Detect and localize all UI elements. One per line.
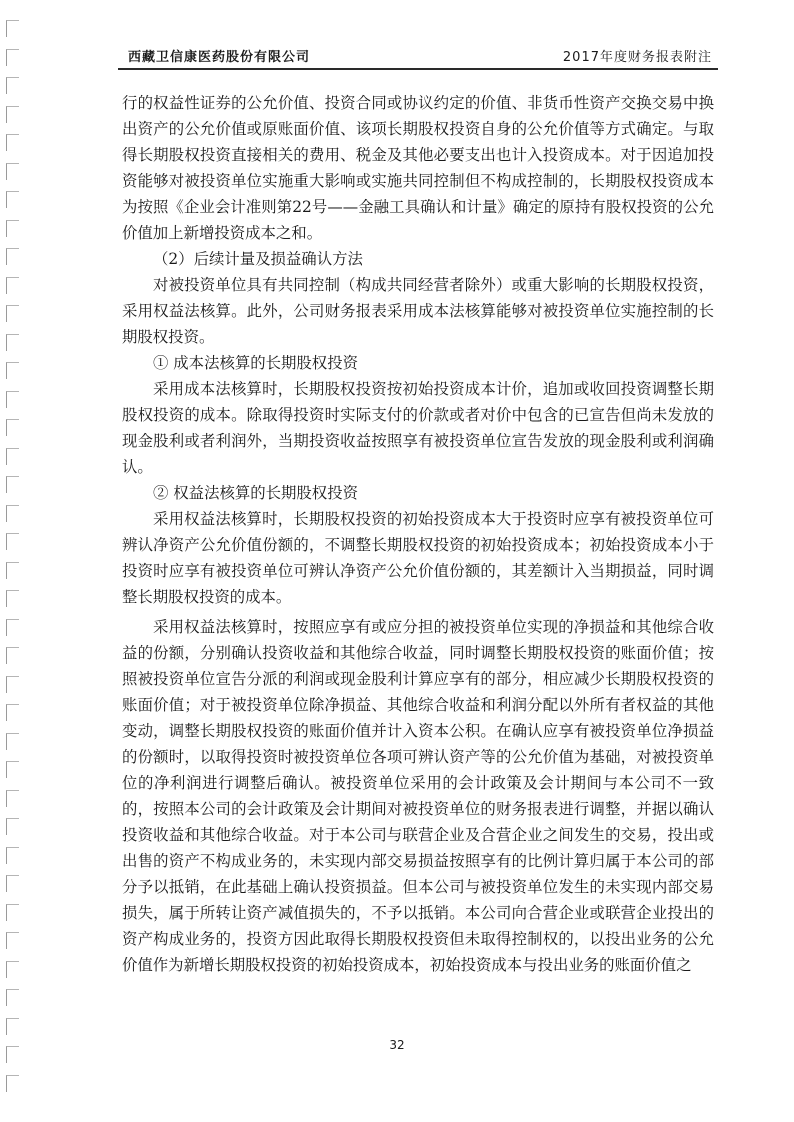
binding-mark: [6, 761, 19, 778]
binding-mark: [6, 790, 19, 807]
binding-mark: [6, 191, 19, 208]
paragraph: 采用权益法核算时，按照应享有或应分担的被投资单位实现的净损益和其他综合收益的份额，分别确认投资收益和其他综合收益，同时调整长期股权投资的账面价值；按照被投资单位宣告分派的利润或现金股利计算应享有的部分，相应减少长期股权投资的账面价值；对于被投资单位除净损益、其他综合收益和利润分配以外所有者权益的其他变动，调整长期股权投资的账面价值并计入资本公积。在确认应享有被投资单位净损益的份额时，以取得投资时被投资单位各项可辨认资产等的公允价值为基础，对被投资单位的净利润进行调整后确认。被投资单位采用的会计政策及会计期间与本公司不一致的，按照本公司的会计政策及会计期间对被投资单位的财务报表进行调整，并据以确认投资收益和其他综合收益。对于本公司与联营企业及合营企业之间发生的交易，投出或出售的资产不构成业务的，未实现内部交易损益按照享有的比例计算归属于本公司的部分予以抵销，在此基础上确认投资损益。但本公司与被投资单位发生的未实现内部交易损失，属于所转让资产减值损失的，不予以抵销。本公司向合营企业或联营企业投出的资产构成业务的，投资方因此取得长期股权投资但未取得控制权的，以投出业务的公允价值作为新增长期股权投资的初始投资成本，初始投资成本与投出业务的账面价值之: [122, 618, 714, 974]
binding-mark: [6, 20, 19, 37]
binding-mark: [6, 505, 19, 522]
paragraph: 采用成本法核算时，长期股权投资按初始投资成本计价，追加或收回投资调整长期股权投资的成本。除取得投资时实际支付的价款或者对价中包含的已宣告但尚未发放的现金股利或者利润外，当期投资收益按照享有被投资单位宣告发放的现金股利或利润确认。: [122, 380, 714, 476]
binding-mark: [6, 362, 19, 379]
binding-mark: [6, 619, 19, 636]
binding-mark: [6, 1075, 19, 1092]
paragraph: 行的权益性证券的公允价值、投资合同或协议约定的价值、非货币性资产交换交易中换出资产的公允价值或原账面价值、该项长期股权投资自身的公允价值等方式确定。与取得长期股权投资直接相关的费用、税金及其他必要支出也计入投资成本。对于因追加投资能够对被投资单位实施重大影响或实施共同控制但不构成控制的，长期股权投资成本为按照《企业会计准则第22号——金融工具确认和计量》确定的原持有股权投资的公允价值加上新增投资成本之和。: [122, 94, 714, 242]
section-heading: ① 成本法核算的长期股权投资: [153, 354, 358, 372]
binding-mark: [6, 248, 19, 265]
page-number: 32: [389, 1038, 405, 1052]
binding-mark: [6, 704, 19, 721]
binding-mark: [6, 134, 19, 151]
binding-mark: [6, 448, 19, 465]
binding-mark: [6, 647, 19, 664]
paragraph: 对被投资单位具有共同控制（构成共同经营者除外）或重大影响的长期股权投资，采用权益法核算。此外，公司财务报表采用成本法核算能够对被投资单位实施控制的长期股权投资。: [122, 276, 714, 346]
binding-mark: [6, 562, 19, 579]
section-heading: ② 权益法核算的长期股权投资: [153, 484, 358, 502]
binding-mark: [6, 419, 19, 436]
binding-mark: [6, 961, 19, 978]
binding-mark: [6, 904, 19, 921]
binding-mark: [6, 305, 19, 322]
binding-mark: [6, 932, 19, 949]
binding-mark: [6, 533, 19, 550]
binding-mark: [6, 49, 19, 66]
binding-mark: [6, 220, 19, 237]
binding-mark: [6, 77, 19, 94]
binding-edge-marks: [6, 20, 20, 1100]
binding-mark: [6, 989, 19, 1006]
binding-mark: [6, 590, 19, 607]
binding-mark: [6, 875, 19, 892]
binding-mark: [6, 733, 19, 750]
page-header: [118, 44, 718, 70]
binding-mark: [6, 163, 19, 180]
section-heading: （2）后续计量及损益确认方法: [153, 250, 363, 268]
report-title: 2017年度财务报表附注: [562, 50, 712, 65]
paragraph: 采用权益法核算时，长期股权投资的初始投资成本大于投资时应享有被投资单位可辨认净资产公允价值份额的，不调整长期股权投资的初始投资成本；初始投资成本小于投资时应享有被投资单位可辨认净资产公允价值份额的，其差额计入当期损益，同时调整长期股权投资的成本。: [122, 510, 714, 606]
binding-mark: [6, 476, 19, 493]
binding-mark: [6, 391, 19, 408]
binding-mark: [6, 334, 19, 351]
binding-mark: [6, 818, 19, 835]
binding-mark: [6, 277, 19, 294]
binding-mark: [6, 106, 19, 123]
company-name: 西藏卫信康医药股份有限公司: [128, 50, 311, 65]
binding-mark: [6, 676, 19, 693]
binding-mark: [6, 847, 19, 864]
binding-mark: [6, 1018, 19, 1035]
body-text: [122, 90, 714, 978]
